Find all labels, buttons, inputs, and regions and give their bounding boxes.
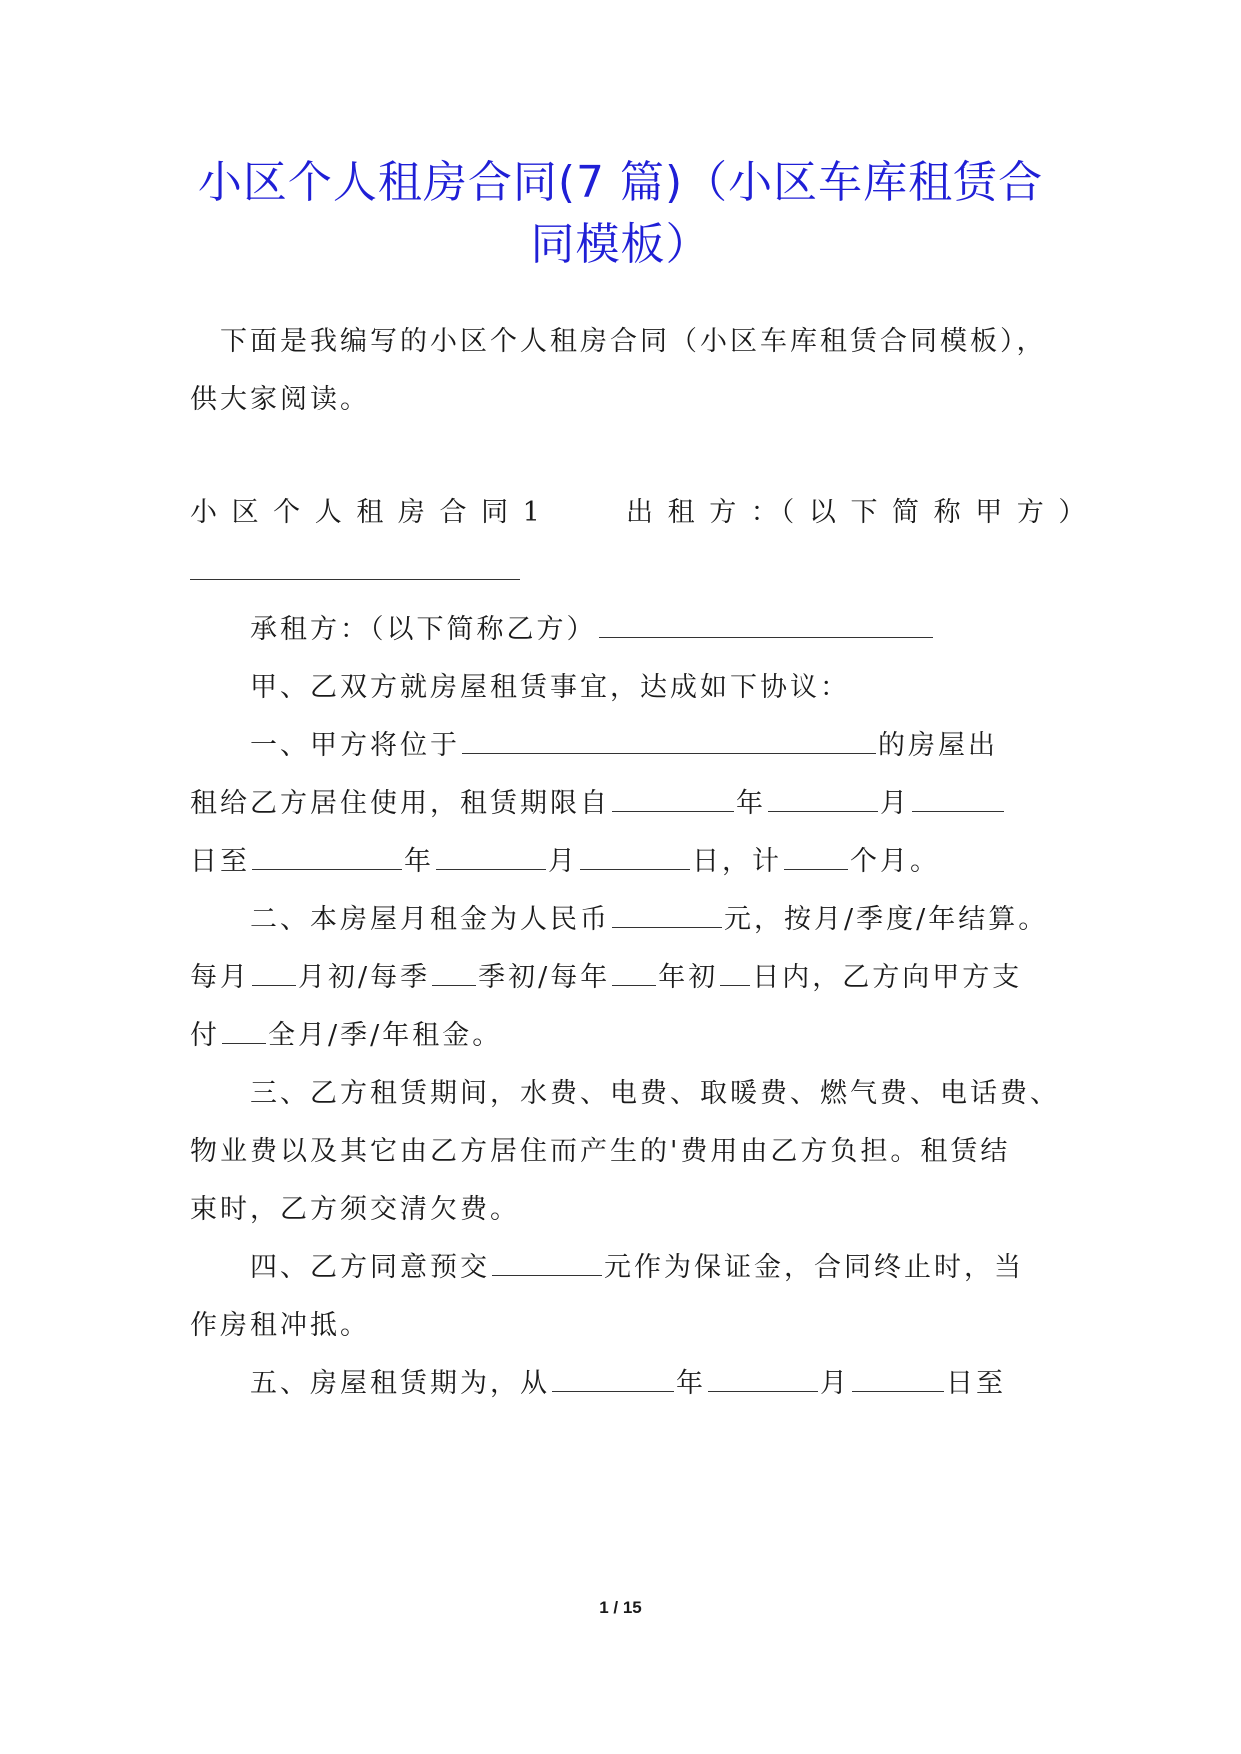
clause3-line3: 束时，乙方须交清欠费。 [190,1194,520,1225]
end-year-blank [252,843,402,870]
clause2-text-b: 元，按月/季度/年结算。 [724,904,1049,935]
clause5-month-label: 月 [820,1368,850,1399]
clause1-text-a: 一、甲方将位于 [250,730,460,761]
clause1-month-label: 月 [880,788,910,819]
clause1-text-d: 日至 [190,846,250,877]
end-day-blank [580,843,690,870]
clause3-line1: 三、乙方租赁期间，水费、电费、取暖费、燃气费、电话费、 [250,1078,1060,1109]
clause1-end-year-label: 年 [404,846,434,877]
deposit-blank [492,1249,602,1276]
clause4-line2: 作房租冲抵。 [190,1310,370,1341]
lease-start-day-blank [852,1365,944,1392]
clause1-text-c: 租给乙方居住使用，租赁期限自 [190,788,610,819]
lease-start-year-blank [552,1365,674,1392]
quarterly-blank [432,959,476,986]
lease-start-month-blank [708,1365,818,1392]
document-title-line2: 同模板） [530,219,711,270]
lessor-blank-line [190,552,1050,592]
start-year-blank [612,785,734,812]
clause1-year-label: 年 [736,788,766,819]
clause2-text-c2: 月初/每季 [298,962,431,993]
clause5-year-label: 年 [676,1368,706,1399]
agreement-line: 甲、乙双方就房屋租赁事宜，达成如下协议： [250,672,850,703]
payment-blank [222,1017,266,1044]
clause2-text-d2: 全月/季/年租金。 [268,1020,503,1051]
clause1-line3 [190,842,1050,882]
address-blank [462,727,876,754]
contract-heading-line [190,493,1089,533]
start-month-blank [768,785,878,812]
clause2-line1 [250,900,1110,940]
clause4-line1 [250,1248,1110,1288]
days-blank [720,959,750,986]
rent-amount-blank [612,901,722,928]
contract-heading: 小 区 个 人 租 房 合 同 1 [190,497,543,528]
clause1-line1 [250,726,1110,766]
clause1-text-b: 的房屋出 [878,730,998,761]
clause2-text-c3: 季初/每年 [478,962,611,993]
clause5-line1 [250,1364,1110,1404]
clause4-text-a: 四、乙方同意预交 [250,1252,490,1283]
page-number: 1 / 15 [599,1598,642,1617]
clause1-day-label: 日，计 [692,846,782,877]
clause2-line3 [190,1016,1050,1056]
start-day-blank [912,785,1004,812]
clause2-text-d1: 付 [190,1020,220,1051]
document-title-line1: 小区个人租房合同(7 篇)（小区车库租赁合 [197,157,1044,208]
clause2-text-c1: 每月 [190,962,250,993]
total-months-blank [784,843,848,870]
monthly-blank [252,959,296,986]
end-month-blank [436,843,546,870]
lessee-name-blank [599,611,933,638]
clause4-text-b: 元作为保证金，合同终止时，当 [604,1252,1024,1283]
clause1-months-label: 个月。 [850,846,940,877]
clause2-text-c4: 年初 [658,962,719,993]
lessor-name-blank [190,553,520,580]
lessee-label: 承租方：（以下简称乙方） [250,614,597,645]
lessor-label: 出 租 方 ：（ 以 下 简 称 甲 方 ） [626,497,1089,528]
intro-paragraph-line1: 下面是我编写的小区个人租房合同（小区车库租赁合同模板）， [220,326,1047,357]
clause2-text-c5: 日内，乙方向甲方支 [752,962,1023,993]
clause1-line2 [190,784,1050,824]
clause5-text-a: 五、房屋租赁期为，从 [250,1368,550,1399]
clause2-line2 [190,958,1050,998]
lessee-line [250,610,1110,650]
clause2-text-a: 二、本房屋月租金为人民币 [250,904,610,935]
clause3-line2: 物业费以及其它由乙方居住而产生的'费用由乙方负担。租赁结 [190,1136,1011,1167]
yearly-blank [612,959,656,986]
clause5-text-b: 日至 [946,1368,1006,1399]
clause1-end-month-label: 月 [548,846,578,877]
intro-paragraph-line2: 供大家阅读。 [190,384,370,415]
